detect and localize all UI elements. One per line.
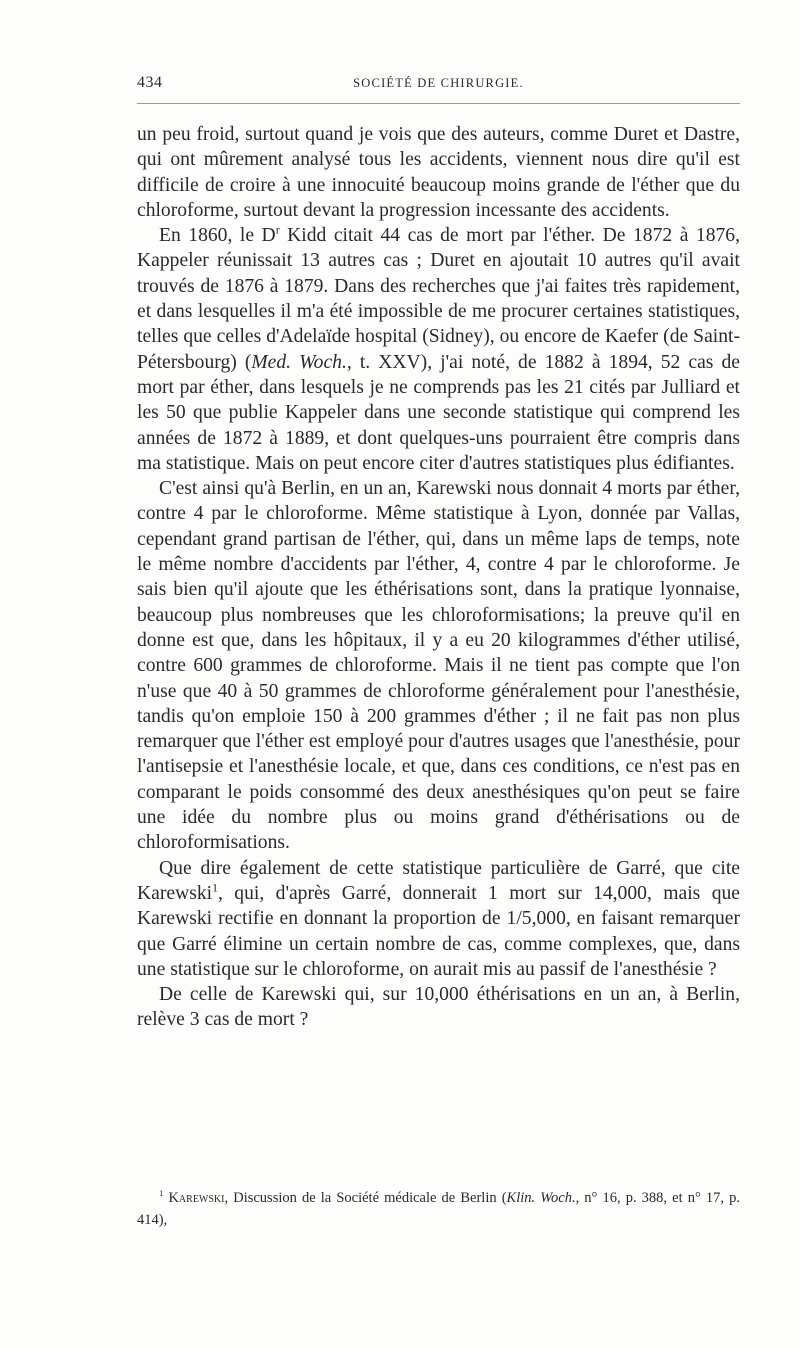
paragraph-4-part-a: Que dire également de cette statistique particulière de Garré, que cite Karewski bbox=[137, 857, 740, 904]
paragraph-5: De celle de Karewski qui, sur 10,000 éthérisations en un an, à Berlin, relève 3 cas de mort ? bbox=[137, 984, 740, 1031]
paragraph-2-part-c: , t. XXV), j'ai noté, de 1882 à 1894, 52 cas de mort par éther, dans lesquels je ne comprends pas les 21 cités par Julliard et les 50 que publie Kappeler dans une seconde statistique qui comprend les années de 1872 à 1889, et dont quelques-uns pourraient être compris dans ma statistique. Mais on peut encore citer d'autres statistiques plus édifiantes. bbox=[137, 351, 740, 474]
page-number: 434 bbox=[137, 74, 163, 91]
header-rule bbox=[137, 103, 740, 104]
journal-citation: Med. Woch. bbox=[251, 351, 347, 373]
footnote-author: Karewski bbox=[168, 1190, 225, 1206]
paragraph-3: C'est ainsi qu'à Berlin, en un an, Karewski nous donnait 4 morts par éther, contre 4 par le chloroforme. Même statistique à Lyon, donnée par Vallas, cependant grand partisan de l'éther, qui, dans un même laps de temps, note le même nombre d'accidents par l'éther, 4, contre 4 par le chloroforme. Je sais bien qu'il ajoute que les éthérisations sont, dans la pratique lyonnaise, beaucoup plus nombreuses que les chloroformisations; la preuve qu'il en donne est que, dans les hôpitaux, il y a eu 20 kilogrammes d'éther utilisé, contre 600 grammes de chloroforme. Mais il ne tient pas compte que l'on n'use que 40 à 50 grammes de chloroforme généralement pour l'anesthésie, tandis qu'on emploie 150 à 200 grammes d'éther ; il ne fait pas non plus remarquer que l'éther est employé pour d'autres usages que l'anesthésie, pour l'antisepsie et l'anesthésie locale, et que, dans ces conditions, ce n'est pas en comparant le poids consommé des deux anesthésiques qu'on peut se faire une idée du nombre plus ou moins grand d'éthérisations ou de chloroformisations. bbox=[137, 478, 740, 854]
paragraph-4-part-b: , qui, d'après Garré, donnerait 1 mort sur 14,000, mais que Karewski rectifie en donnant la proportion de 1/5,000, en faisant remarquer que Garré élimine un certain nombre de cas, comme complexes, que, dans une statistique sur le chloroforme, on aurait mis au passif de l'anesthésie ? bbox=[137, 882, 740, 980]
footnote-part-b: , n° 16, p. 388, et n° 17, p. 414), bbox=[137, 1190, 741, 1228]
paragraph-2-part-a: En 1860, le D bbox=[159, 225, 276, 247]
footnote-1 bbox=[137, 1187, 740, 1231]
superscript-r: r bbox=[275, 223, 280, 237]
body-text bbox=[137, 122, 740, 1033]
paragraph-4 bbox=[137, 856, 740, 982]
paragraph-1: un peu froid, surtout quand je vois que des auteurs, comme Duret et Dastre, qui ont mûrement analysé tous les accidents, viennent nous dire qu'il est difficile de croire à une innocuité beaucoup moins grande de l'éther que du chloroforme, surtout devant la progression incessante des accidents. bbox=[137, 124, 740, 221]
footnotes bbox=[137, 1187, 740, 1231]
paragraph-2-part-b: Kidd citait 44 cas de mort par l'éther. De 1872 à 1876, Kappeler réunissait 13 autres cas ; Duret en ajoutait 10 autres qu'il avait trouvés de 1876 à 1879. Dans des recherches que j'ai faites très rapidement, et dans lesquelles il m'a été impossible de me procurer certaines statistiques, telles que celles d'Adelaïde hospital (Sidney), ou encore de Kaefer (de Saint-Pétersbourg) ( bbox=[137, 225, 740, 373]
paragraph-2 bbox=[137, 223, 740, 476]
running-head bbox=[137, 74, 740, 96]
footnote-marker: 1 bbox=[159, 1188, 164, 1199]
footnote-journal: Klin. Woch. bbox=[506, 1190, 576, 1206]
journal-title: SOCIÉTÉ DE CHIRURGIE. bbox=[353, 76, 524, 90]
footnote-part-a: , Discussion de la Société médicale de Berlin ( bbox=[224, 1190, 507, 1206]
footnote-reference: 1 bbox=[212, 881, 218, 895]
